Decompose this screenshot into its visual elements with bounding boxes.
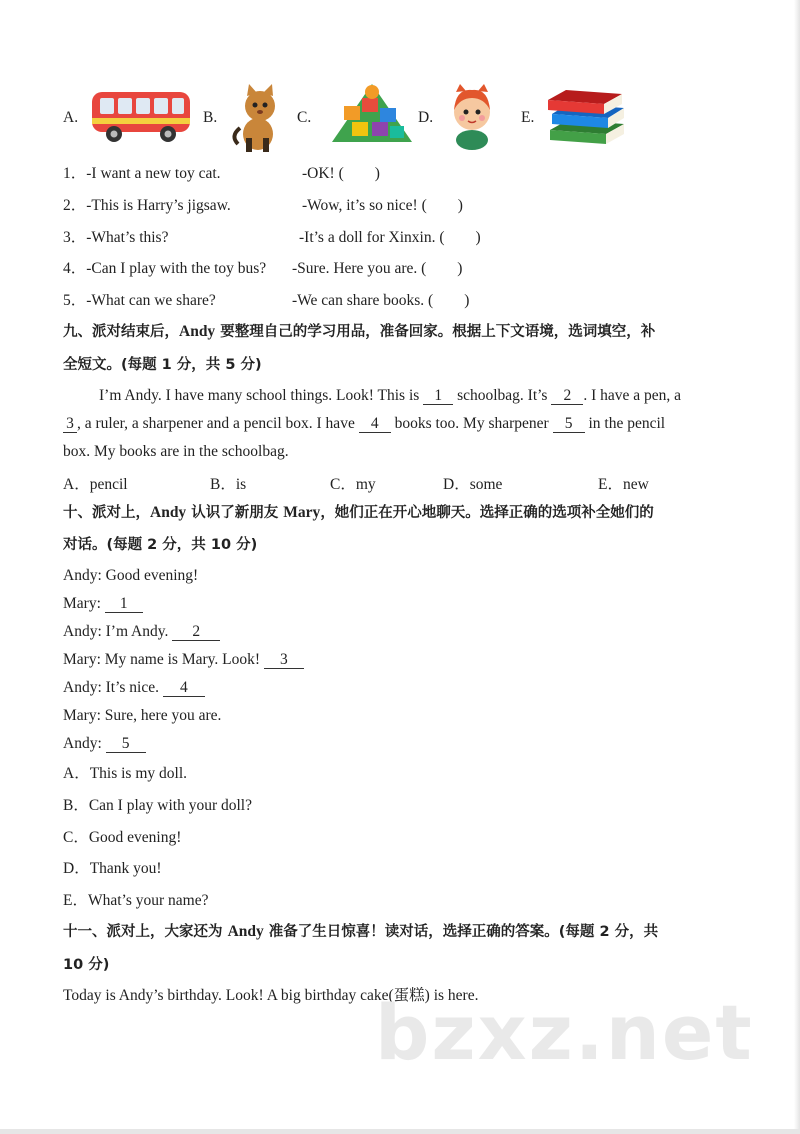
doll-icon <box>446 84 498 150</box>
match-question-1: 1．-I want a new toy cat. <box>63 165 221 182</box>
word-option-b: B．is <box>210 476 247 493</box>
section-10-title-line-2: 对话。(每题 2 分，共 10 分) <box>63 537 258 553</box>
dialogue-option-d: D．Thank you! <box>63 860 162 877</box>
dialogue-blank-3[interactable]: 3 <box>264 652 304 669</box>
section-11-intro: Today is Andy’s birthday. Look! A big birthday cake(蛋糕) is here. <box>63 987 479 1004</box>
dialogue-blank-5[interactable]: 5 <box>106 736 146 753</box>
books-icon <box>546 90 628 148</box>
section-11-title: 十一、派对上，大家还为 Andy 准备了生日惊喜！读对话，选择正确的答案。(每题 2 分，共 <box>63 923 659 940</box>
match-question-3: 3．-What’s this? <box>63 229 169 246</box>
passage-line-1: I’m Andy. I have many school things. Look! This is 1 schoolbag. It’s 2 . I have a pen, a <box>99 387 682 404</box>
dialogue-line-4: Mary: My name is Mary. Look! 3 <box>63 650 304 670</box>
blank-3[interactable]: 3 <box>63 416 77 433</box>
match-question-2: 2．-This is Harry’s jigsaw. <box>63 197 231 214</box>
section-9-title-line-2: 全短文。(每题 1 分，共 5 分) <box>63 357 262 373</box>
blank-1[interactable]: 1 <box>423 388 453 405</box>
dialogue-option-e: E．What’s your name? <box>63 892 209 909</box>
match-answer-4: -Sure. Here you are. ( ) <box>292 260 463 277</box>
dialogue-line-1: Andy: Good evening! <box>63 567 199 584</box>
dialogue-line-2: Mary: 1 <box>63 594 143 614</box>
section-10-title: 十、派对上，Andy 认识了新朋友 Mary，她们正在开心地聊天。选择正确的选项补全她们的 <box>63 504 654 521</box>
match-answer-1: -OK! ( ) <box>302 165 380 182</box>
dialogue-blank-1[interactable]: 1 <box>105 596 143 613</box>
picture-letter-d: D. <box>418 109 434 126</box>
word-option-e: E．new <box>598 476 649 493</box>
passage-line-3: box. My books are in the schoolbag. <box>63 443 289 460</box>
blank-2[interactable]: 2 <box>551 388 583 405</box>
dialogue-blank-4[interactable]: 4 <box>163 680 205 697</box>
dialogue-line-7: Andy: 5 <box>63 734 146 754</box>
match-question-4: 4．-Can I play with the toy bus? <box>63 260 267 277</box>
picture-letter-e: E. <box>521 109 535 126</box>
dialogue-line-3: Andy: I’m Andy. 2 <box>63 622 220 642</box>
dialogue-line-5: Andy: It’s nice. 4 <box>63 678 205 698</box>
picture-letter-c: C. <box>297 109 312 126</box>
blank-5[interactable]: 5 <box>553 416 585 433</box>
toy-bus-icon <box>90 88 194 144</box>
picture-letter-b: B. <box>203 109 218 126</box>
match-answer-5: -We can share books. ( ) <box>292 292 470 309</box>
section-9-title: 九、派对结束后，Andy 要整理自己的学习用品，准备回家。根据上下文语境，选词填空，补 <box>63 323 656 340</box>
word-option-a: A．pencil <box>63 476 128 493</box>
match-question-5: 5．-What can we share? <box>63 292 216 309</box>
word-option-d: D．some <box>443 476 503 493</box>
toy-cat-icon <box>230 82 286 154</box>
picture-letter-a: A. <box>63 109 79 126</box>
page-edge-right <box>794 0 800 1134</box>
jigsaw-icon <box>330 82 414 148</box>
section-11-title-line-2: 10 分) <box>63 957 110 973</box>
dialogue-option-b: B．Can I play with your doll? <box>63 797 252 814</box>
word-option-c: C．my <box>330 476 376 493</box>
dialogue-blank-2[interactable]: 2 <box>172 624 220 641</box>
dialogue-line-6: Mary: Sure, here you are. <box>63 707 222 724</box>
page-edge-bottom <box>0 1129 800 1134</box>
watermark: bzxz.net <box>375 988 754 1077</box>
match-answer-3: -It’s a doll for Xinxin. ( ) <box>299 229 481 246</box>
dialogue-option-c: C．Good evening! <box>63 829 182 846</box>
match-answer-2: -Wow, it’s so nice! ( ) <box>302 197 463 214</box>
dialogue-option-a: A．This is my doll. <box>63 765 188 782</box>
blank-4[interactable]: 4 <box>359 416 391 433</box>
passage-line-2: 3 , a ruler, a sharpener and a pencil box. I have 4 books too. My sharpener 5 in the pencil <box>63 414 665 434</box>
